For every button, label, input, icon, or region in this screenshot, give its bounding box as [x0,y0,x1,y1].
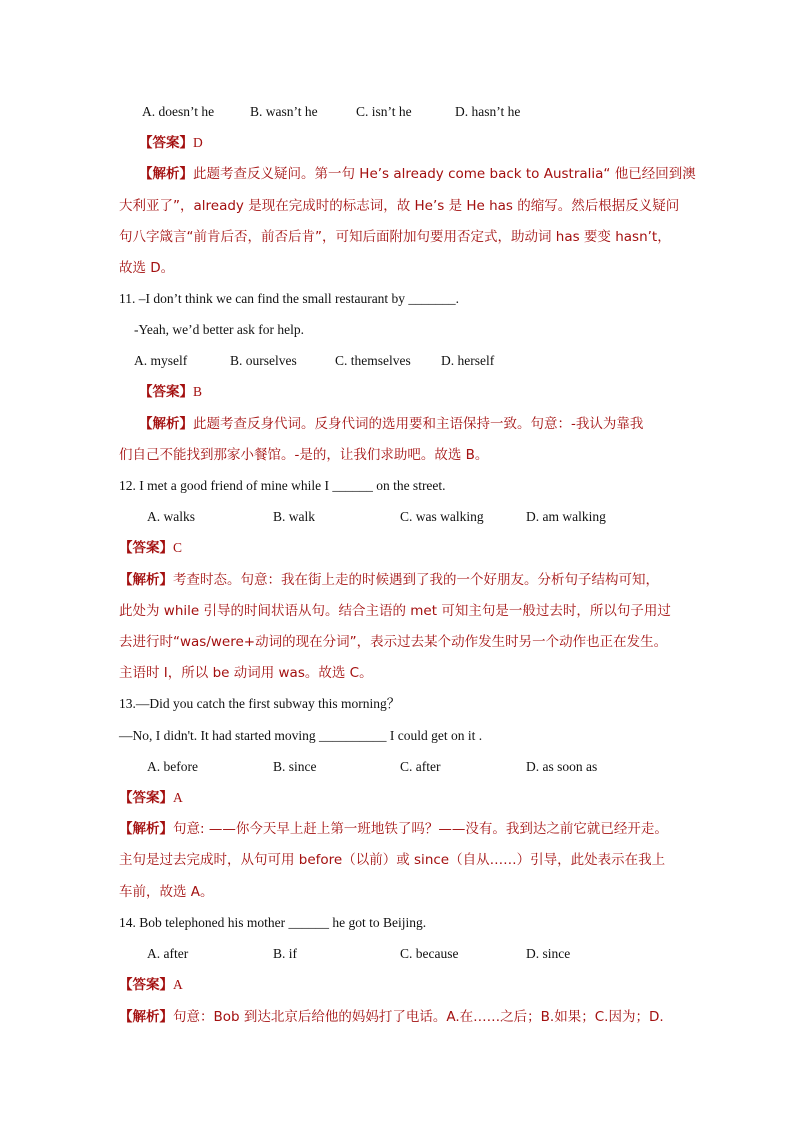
q11-option-c: C. themselves [335,353,411,368]
q14-option-b: B. if [273,946,298,961]
q10-option-b: B. wasn’t he [250,104,318,119]
q13-option-c: C. after [400,759,441,774]
q11-stem-reply: -Yeah, we’d better ask for help. [134,322,304,337]
q10-option-d: D. hasn’t he [455,104,521,119]
q13-stem: 13.—Did you catch the first subway this morning？ [119,696,401,711]
q14-option-c: C. because [400,946,459,961]
q11-answer: 【答案】B [139,384,203,400]
q10-answer: 【答案】D [139,135,203,151]
q12-option-d: D. am walking [526,509,606,524]
q13-answer: 【答案】A [119,790,183,806]
q13-stem-reply: —No, I didn't. It had started moving __________ I could get on it . [119,728,483,743]
q12-stem: 12. I met a good friend of mine while I ______ on the street. [119,478,446,493]
q13-option-d: D. as soon as [526,759,598,774]
q11-option-d: D. herself [441,353,495,368]
q14-option-d: D. since [526,946,571,961]
q12-option-c: C. was walking [400,509,484,524]
q14-answer: 【答案】A [119,977,183,993]
q14-stem: 14. Bob telephoned his mother ______ he got to Beijing. [119,915,427,930]
q11-stem: 11. –I don’t think we can find the small restaurant by _______. [119,291,460,306]
q10-option-c: C. isn’t he [356,104,412,119]
q14-option-a: A. after [147,946,189,961]
q13-option-a: A. before [147,759,198,774]
q11-option-b: B. ourselves [230,353,297,368]
q13-option-b: B. since [273,759,317,774]
q11-option-a: A. myself [134,353,188,368]
q12-answer: 【答案】C [119,540,183,556]
q12-option-b: B. walk [273,509,315,524]
q12-option-a: A. walks [147,509,195,524]
q10-option-a: A. doesn’t he [142,104,215,119]
